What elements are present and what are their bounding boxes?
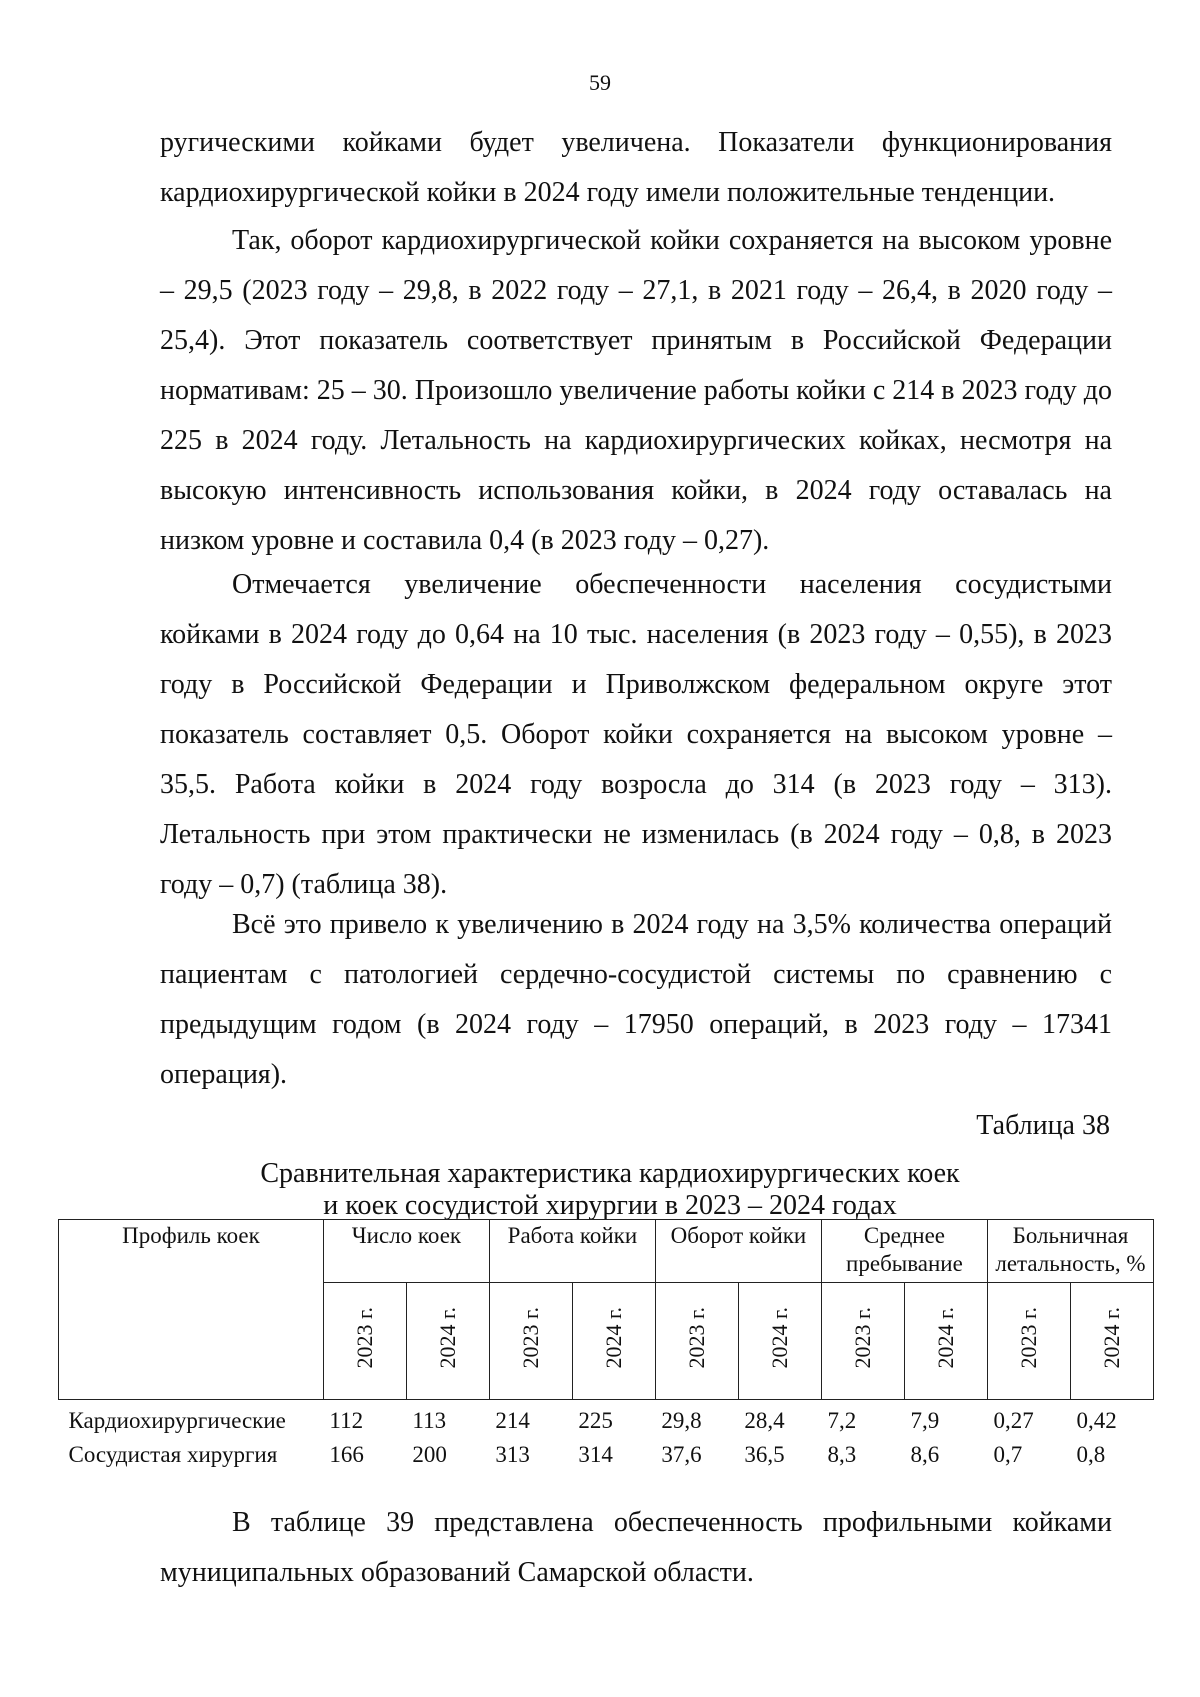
row-label: Кардиохирургические	[68, 1408, 286, 1433]
year-header	[821, 1283, 904, 1400]
table-cell: 28,4	[744, 1408, 785, 1433]
group-header-mortality: Больничная летальность, %	[987, 1220, 1153, 1283]
year-header	[406, 1283, 489, 1400]
year-label: 2023 г.	[849, 1306, 875, 1369]
year-header	[1070, 1283, 1153, 1400]
paragraph-4: Всё это привело к увеличению в 2024 году на 3,5% количества операций пациентам с патологией сердечно-сосудистой системы по сравнению с предыдущим годом (в 2024 году – 17950 операций, в 2023 году – 17341 операция).	[160, 909, 1112, 1090]
year-header	[904, 1283, 987, 1400]
table-cell: 112	[329, 1408, 364, 1433]
profile-header: Профиль коек	[59, 1220, 324, 1400]
paragraph-5: В таблице 39 представлена обеспеченность профильными койками муниципальных образований Самарской области.	[160, 1507, 1112, 1588]
table-cell: 200	[412, 1442, 447, 1467]
group-header-average-stay: Среднее пребывание	[821, 1220, 987, 1283]
paragraph-1: ругическими койками будет увеличена. Показатели функционирования кардиохирургической койки в 2024 году имели положительные тенденции.	[160, 127, 1112, 208]
row-label: Сосудистая хирургия	[68, 1442, 278, 1467]
year-label: 2023 г.	[683, 1306, 709, 1369]
year-header	[323, 1283, 406, 1400]
table-cell: 0,42	[1076, 1408, 1117, 1433]
table-cell: 0,7	[993, 1442, 1023, 1467]
year-label: 2023 г.	[351, 1306, 377, 1369]
group-header-bed-turnover: Оборот койки	[655, 1220, 821, 1283]
table-cell: 166	[329, 1442, 364, 1467]
table-cell: 29,8	[661, 1408, 702, 1433]
group-header-beds: Число коек	[323, 1220, 489, 1283]
paragraph-3: Отмечается увеличение обеспеченности населения сосудистыми койками в 2024 году до 0,64 на 10 тыс. населения (в 2023 году – 0,55), в 2023 году в Российской Федерации и Приволжском федеральном округе этот показатель составляет 0,5. Оборот койки сохраняется на высоком уровне – 35,5. Работа койки в 2024 году возросла до 314 (в 2023 году – 313). Летальность при этом практически не изменилась (в 2024 году – 0,8, в 2023 году – 0,7) (таблица 38).	[160, 569, 1112, 900]
year-label: 2024 г.	[932, 1306, 958, 1369]
year-header	[572, 1283, 655, 1400]
table-number: Таблица 38	[976, 1110, 1110, 1141]
table-cell: 113	[412, 1408, 447, 1433]
table-cell: 225	[578, 1408, 613, 1433]
page-number: 59	[589, 70, 611, 95]
table-caption-line-1: Сравнительная характеристика кардиохирургических коек	[260, 1158, 960, 1189]
group-header-bed-work: Работа койки	[489, 1220, 655, 1283]
year-header	[987, 1283, 1070, 1400]
year-label: 2023 г.	[517, 1306, 543, 1369]
table-caption-line-2: и коек сосудистой хирургии в 2023 – 2024 годах	[323, 1190, 897, 1221]
year-label: 2023 г.	[1015, 1306, 1041, 1369]
table-row	[59, 1400, 1154, 1439]
table-caption	[60, 1158, 1160, 1222]
year-label: 2024 г.	[600, 1306, 626, 1369]
table-row	[59, 1438, 1154, 1472]
table-cell: 7,2	[827, 1408, 857, 1433]
table-cell: 8,3	[827, 1442, 857, 1467]
table-cell: 36,5	[744, 1442, 785, 1467]
paragraph-2: Так, оборот кардиохирургической койки сохраняется на высоком уровне – 29,5 (2023 году – 29,8, в 2022 году – 27,1, в 2021 году – 26,4, в 2020 году – 25,4). Этот показатель соответствует принятым в Российской Федерации нормативам: 25 – 30. Произошло увеличение работы койки с 214 в 2023 году до 225 в 2024 году. Летальность на кардиохирургических койках, несмотря на высокую интенсивность использования койки, в 2024 году оставалась на низком уровне и составила 0,4 (в 2023 году – 0,27).	[160, 225, 1112, 556]
year-header	[489, 1283, 572, 1400]
table-cell: 37,6	[661, 1442, 702, 1467]
year-header	[738, 1283, 821, 1400]
table-cell: 8,6	[910, 1442, 940, 1467]
bed-comparison-table	[58, 1219, 1154, 1472]
table-cell: 214	[495, 1408, 530, 1433]
year-label: 2024 г.	[434, 1306, 460, 1369]
table-cell: 0,8	[1076, 1442, 1106, 1467]
year-header	[655, 1283, 738, 1400]
year-label: 2024 г.	[766, 1306, 792, 1369]
table-cell: 7,9	[910, 1408, 940, 1433]
table-cell: 0,27	[993, 1408, 1034, 1433]
year-label: 2024 г.	[1098, 1306, 1124, 1369]
table-cell: 314	[578, 1442, 613, 1467]
table-cell: 313	[495, 1442, 530, 1467]
